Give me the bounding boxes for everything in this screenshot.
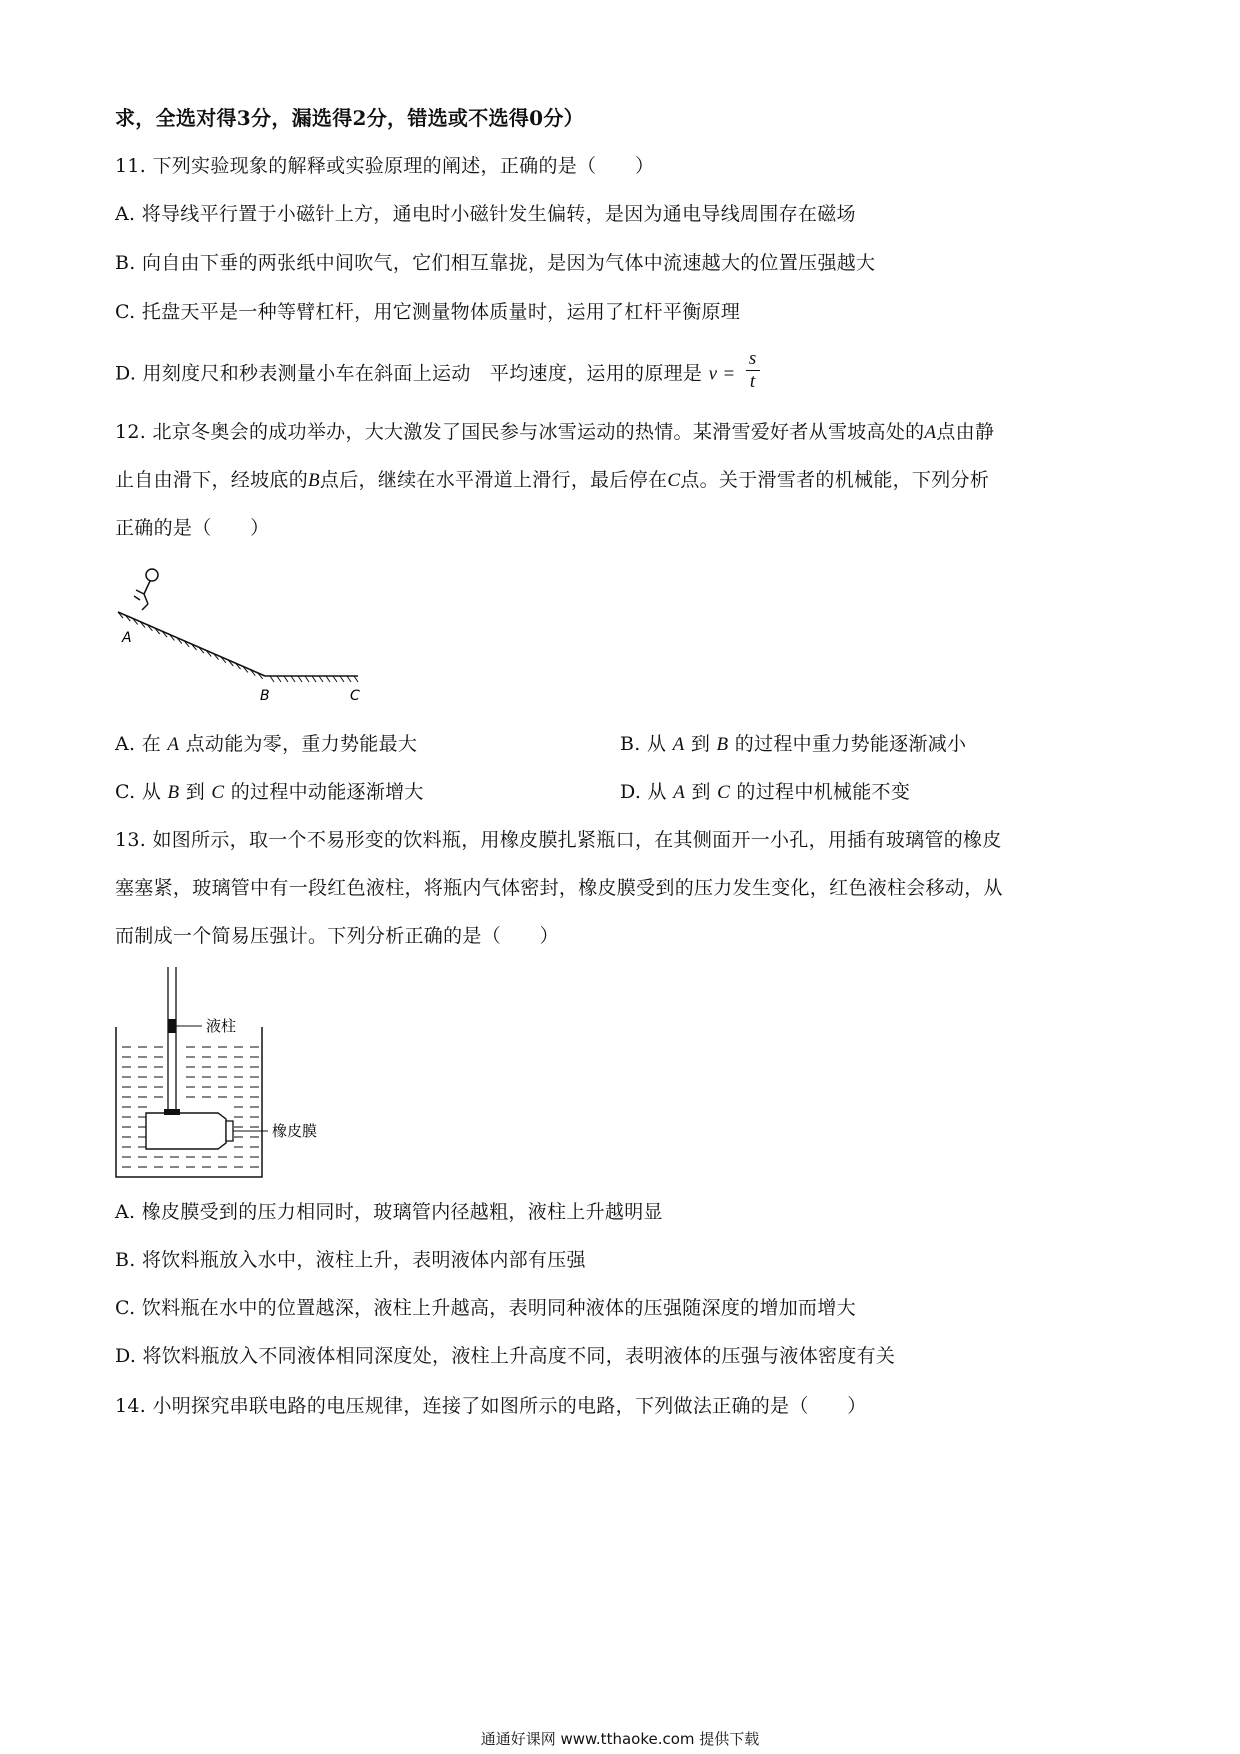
- formula-numerator: s: [746, 348, 760, 371]
- stem-text: 点。关于滑雪者的机械能，下列分析: [680, 469, 990, 491]
- opt-var: A: [167, 734, 180, 755]
- opt-var: C: [717, 782, 731, 803]
- hatch-mark: [319, 676, 323, 682]
- rubber-stopper: [164, 1109, 180, 1115]
- opt-var: A: [673, 782, 686, 803]
- stem-text: 点后，继续在水平滑道上滑行，最后停在: [319, 469, 668, 491]
- hatch-mark: [340, 676, 344, 682]
- stem-text: 点由静: [936, 421, 995, 443]
- label-point-c: C: [350, 688, 360, 704]
- hatch-mark: [347, 676, 351, 682]
- hatch-mark: [284, 676, 288, 682]
- opt-var: A: [672, 734, 685, 755]
- hatch-mark: [326, 676, 330, 682]
- label-point-b: B: [260, 688, 270, 704]
- question-11-option-c: C. 托盘天平是一种等臂杠杆，用它测量物体质量时，运用了杠杆平衡原理: [115, 301, 741, 323]
- formula-denominator: t: [749, 371, 756, 392]
- liquid-column: [168, 1019, 176, 1033]
- hatch-mark: [305, 676, 309, 682]
- formula-fraction: [746, 348, 760, 393]
- page-footer: 通通好课网 www.tthaoke.com 提供下载: [480, 1730, 760, 1748]
- question-11-option-b: B. 向自由下垂的两张纸中间吹气，它们相互靠拢，是因为气体中流速越大的位置压强越大: [115, 252, 876, 274]
- opt-text: 点动能为零，重力势能最大: [185, 733, 418, 755]
- point-c-var: C: [667, 470, 681, 491]
- hatch-mark: [298, 676, 302, 682]
- point-b-var: B: [308, 470, 320, 491]
- opt-text: A. 在: [115, 733, 162, 755]
- hatch-mark: [270, 676, 274, 682]
- rubber-membrane: [226, 1121, 233, 1141]
- question-13-option-b: B. 将饮料瓶放入水中，液柱上升，表明液体内部有压强: [115, 1249, 586, 1271]
- skier-icon: [134, 569, 158, 610]
- question-12-option-c: [115, 778, 424, 807]
- pressure-gauge-figure: [110, 965, 370, 1180]
- opt-text: 到: [690, 733, 711, 755]
- formula-lhs: v =: [708, 363, 736, 385]
- question-14-stem: 14. 小明探究串联电路的电压规律，连接了如图所示的电路，下列做法正确的是（ ）: [115, 1395, 867, 1417]
- label-rubber-membrane: 橡皮膜: [272, 1122, 318, 1140]
- question-11-option-d: [115, 348, 760, 397]
- stem-text: 12. 北京冬奥会的成功举办，大大激发了国民参与冰雪运动的热情。某滑雪爱好者从雪坡高处的: [115, 421, 925, 443]
- water-container: [116, 1027, 262, 1177]
- question-12-stem-line1: [115, 418, 994, 447]
- opt-text: 的过程中动能逐渐增大: [230, 781, 424, 803]
- point-a-var: A: [924, 422, 937, 443]
- question-13-stem-line3: 而制成一个简易压强计。下列分析正确的是（ ）: [115, 925, 559, 947]
- opt-text: 到: [185, 781, 206, 803]
- opt-text: 的过程中机械能不变: [736, 781, 911, 803]
- question-12-option-a: [115, 730, 417, 759]
- ski-slope-figure: [110, 560, 370, 710]
- opt-var: C: [211, 782, 225, 803]
- hatch-mark: [277, 676, 281, 682]
- opt-text: D. 从: [620, 781, 667, 803]
- hatch-mark: [312, 676, 316, 682]
- question-13-option-c: C. 饮料瓶在水中的位置越深，液柱上升越高，表明同种液体的压强随深度的增加而增大: [115, 1297, 856, 1319]
- opt-text: B. 从: [620, 733, 667, 755]
- question-12-option-b: [620, 730, 966, 759]
- opt-text: C. 从: [115, 781, 162, 803]
- opt-var: B: [716, 734, 729, 755]
- option-d-text: D. 用刻度尺和秒表测量小车在斜面上运动 平均速度，运用的原理是: [115, 362, 703, 385]
- question-13-option-a: A. 橡皮膜受到的压力相同时，玻璃管内径越粗，液柱上升越明显: [115, 1201, 663, 1223]
- hatch-mark: [333, 676, 337, 682]
- opt-text: 的过程中重力势能逐渐减小: [734, 733, 967, 755]
- question-13-option-d: D. 将饮料瓶放入不同液体相同深度处，液柱上升高度不同，表明液体的压强与液体密度有关: [115, 1345, 896, 1367]
- bottle: [146, 1113, 226, 1149]
- question-12-option-d: [620, 778, 910, 807]
- question-11-stem: 11. 下列实验现象的解释或实验原理的阐述，正确的是（ ）: [115, 155, 655, 177]
- opt-var: B: [167, 782, 180, 803]
- question-11-option-a: A. 将导线平行置于小磁针上方，通电时小磁针发生偏转，是因为通电导线周围存在磁场: [115, 203, 856, 225]
- question-12-stem-line3: 正确的是（ ）: [115, 517, 270, 539]
- label-point-a: A: [122, 630, 132, 646]
- hatch-mark: [354, 676, 358, 682]
- question-13-stem-line2: 塞塞紧，玻璃管中有一段红色液柱，将瓶内气体密封，橡皮膜受到的压力发生变化，红色液柱会移动，从: [115, 877, 1003, 899]
- section-instruction: 求，全选对得3分，漏选得2分，错选或不选得0分）: [115, 106, 584, 130]
- question-12-stem-line2: [115, 466, 989, 495]
- hatch-mark: [291, 676, 295, 682]
- question-13-stem-line1: 13. 如图所示，取一个不易形变的饮料瓶，用橡皮膜扎紧瓶口，在其侧面开一小孔，用插有玻璃管的橡皮: [115, 829, 1002, 851]
- opt-text: 到: [691, 781, 711, 803]
- stem-text: 止自由滑下，经坡底的: [115, 469, 309, 491]
- label-liquid-column: 液柱: [206, 1017, 237, 1035]
